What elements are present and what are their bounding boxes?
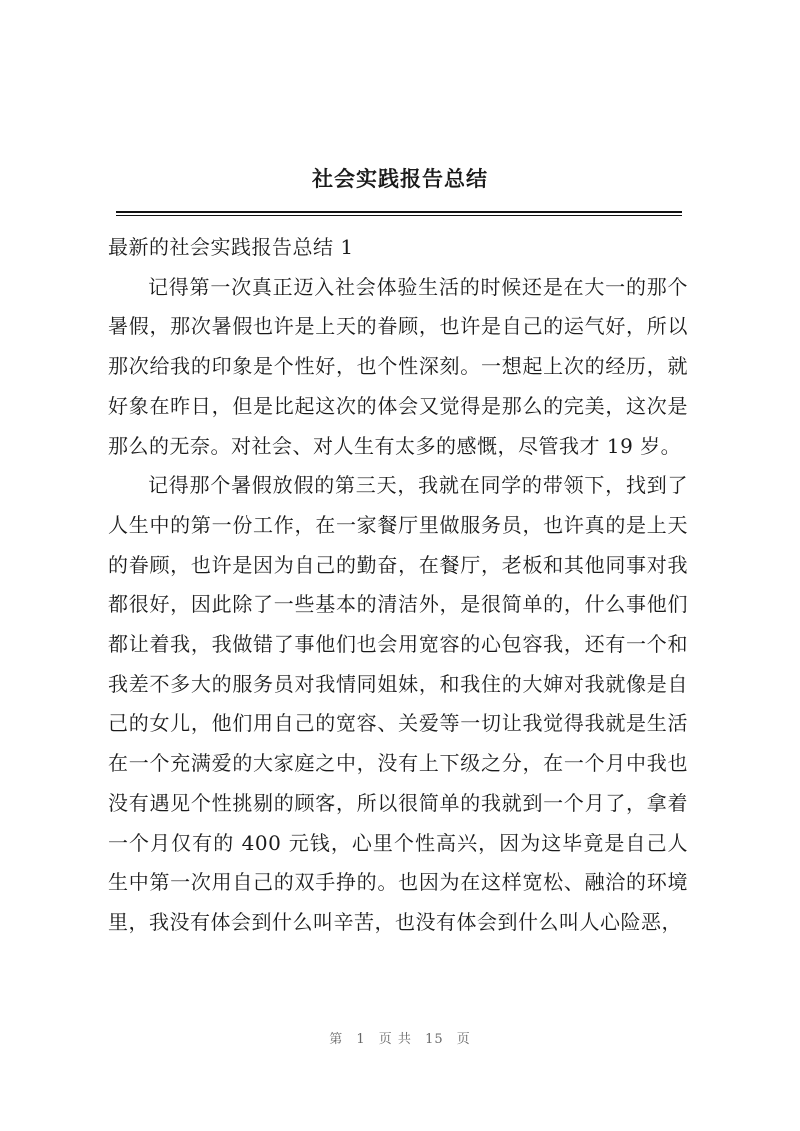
footer-middle: 页 共: [378, 1032, 412, 1047]
document-body: [108, 228, 688, 943]
document-title: 社会实践报告总结: [312, 166, 488, 191]
paragraph-1: 记得第一次真正迈入社会体验生活的时候还是在大一的那个暑假，那次暑假也许是上天的眷顾，也许是自己的运气好，所以那次给我的印象是个性好，也个性深刻。一想起上次的经历，就好象在昨日，但是比起这次的体会又觉得是那么的完美，这次是那么的无奈。对社会、对人生有太多的感慨，尽管我才 19 岁。: [108, 274, 688, 458]
section-heading: 最新的社会实践报告总结 1: [108, 235, 354, 259]
title-divider-thick: [116, 211, 682, 213]
footer-page-number: 1: [356, 1032, 366, 1047]
page-footer: [0, 1030, 800, 1050]
footer-total-pages: 15: [425, 1032, 444, 1047]
paragraph-2: 记得那个暑假放假的第三天，我就在同学的带领下，找到了人生中的第一份工作，在一家餐厅里做服务员，也许真的是上天的眷顾，也许是因为自己的勤奋，在餐厅，老板和其他同事对我都很好，因此除了一些基本的清洁外，是很简单的，什么事他们都让着我，我做错了事他们也会用宽容的心包容我，还有一个和我差不多大的服务员对我情同姐妹，和我住的大婶对我就像是自己的女儿，他们用自己的宽容、关爱等一切让我觉得我就是生活在一个充满爱的大家庭之中，没有上下级之分，在一个月中我也没有遇见个性挑剔的顾客，所以很简单的我就到一个月了，拿着一个月仅有的 400 元钱，心里个性高兴，因为这毕竟是自己人生中第一次用自己的双手挣的。也因为在这样宽松、融洽的环境里，我没有体会到什么叫辛苦，也没有体会到什么叫人心险恶，: [108, 473, 688, 934]
title-divider-thin: [116, 215, 682, 216]
footer-suffix: 页: [456, 1032, 471, 1047]
footer-prefix: 第: [329, 1032, 344, 1047]
